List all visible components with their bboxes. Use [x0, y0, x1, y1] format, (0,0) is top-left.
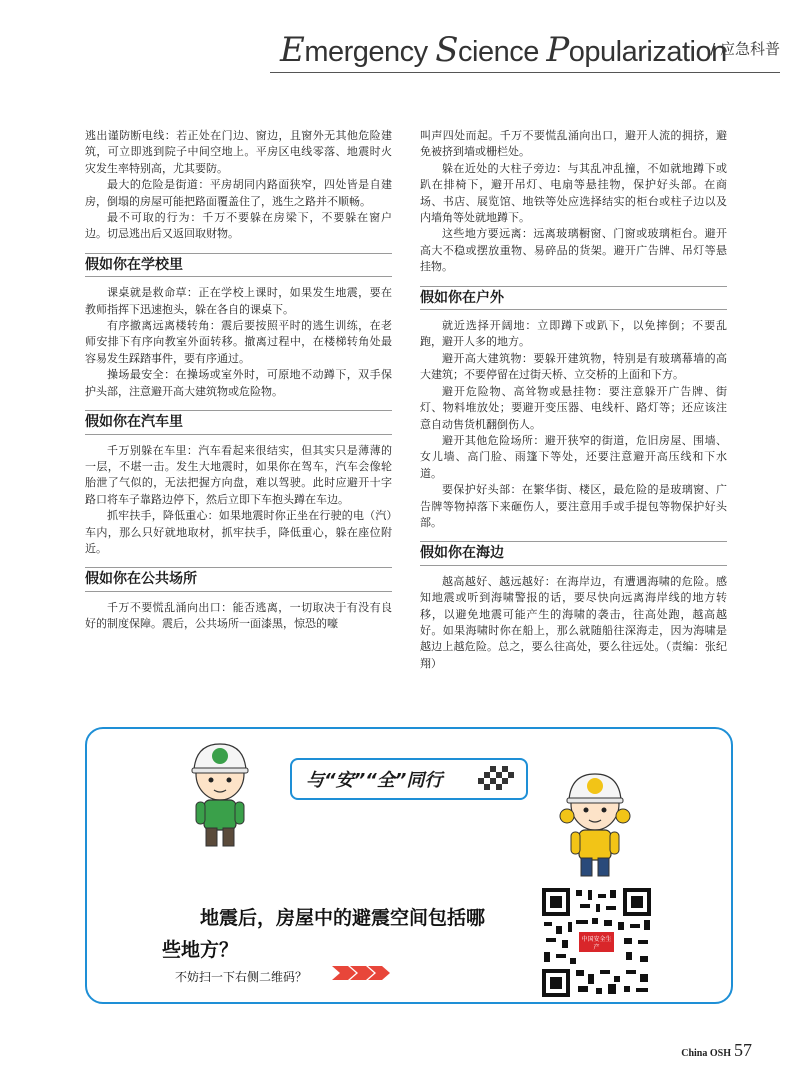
page-header — [270, 30, 780, 76]
paragraph: 躲在近处的大柱子旁边：与其乱冲乱撞，不如就地蹲下或趴在排椅下，避开吊灯、电扇等悬挂物，保护好头部。在商场、书店、展览馆、地铁等处应选择结实的柜台或柱子边以及内墙角等处就地蹲下。 — [420, 161, 727, 225]
quiz-question-line2: 些地方？ — [162, 939, 239, 961]
paragraph: 抓牢扶手，降低重心：如果地震时你正坐在行驶的电（汽）车内，那么只好就地取材，抓牢扶手，降低重心，躲在座位附近。 — [85, 509, 392, 555]
paragraph: 千万不要慌乱涌向出口：能否逃离，一切取决于有没有良好的制度保障。震后，公共场所一面漆黑，惊恐的嚎 — [85, 600, 392, 631]
qr-code[interactable] — [540, 886, 653, 999]
worker-mascot-green-helmet — [180, 740, 260, 850]
magazine-brand: China OSH — [681, 1048, 731, 1059]
banner-title: 与“安”“全”同行 — [306, 770, 443, 791]
paragraph: 避开危险物、高耸物或悬挂物：要注意躲开广告牌、街灯、物料堆放处；要避开变压器、电线杆、路灯等；还应该注意自动售货机翻倒伤人。 — [420, 384, 727, 431]
header-rule — [270, 72, 780, 73]
right-column — [420, 128, 727, 672]
worker-mascot-yellow-helmet — [555, 770, 635, 880]
paragraph: 千万别躲在车里：汽车看起来很结实，但其实只是薄薄的一层，不堪一击。发生大地震时，如果你在驾车，汽车会像轮胎泄了气似的，无法把握方向盘，难以驾驶。此时应避开十字路口将车子靠路边停下，然后立即下车抱头蹲在车边。 — [85, 443, 392, 506]
paragraph: 有序撤离远离楼转角：震后要按照平时的逃生训练，在老师安排下有序向教室外面转移。撤离过程中，在楼梯转角处最容易发生踩踏事件，要有序通过。 — [85, 319, 392, 365]
arrow-chevrons-icon — [332, 963, 394, 983]
paragraph: 避开高大建筑物：要躲开建筑物，特别是有玻璃幕墙的高大建筑；不要停留在过街天桥、立交桥的上面和下方。 — [420, 351, 727, 382]
section-heading-sea: 假如你在海边 — [420, 541, 727, 565]
left-column — [85, 128, 392, 633]
paragraph: 最大的危险是街道：平房胡同内路面狭窄，四处皆是自建房，倒塌的房屋可能把路面覆盖住了，逃生之路并不顺畅。 — [85, 178, 392, 208]
paragraph: 这些地方要远离：远离玻璃橱窗、门窗或玻璃柜台。避开高大不稳或摆放重物、易碎品的货架。避开广告牌、吊灯等悬挂物。 — [420, 227, 727, 274]
paragraph: 逃出谨防断电线：若正处在门边、窗边，且窗外无其他危险建筑，可立即逃到院子中间空地上。平房区电线零落、地震时火灾发生率特别高，尤其要防。 — [85, 129, 392, 175]
paragraph: 越高越好、越远越好：在海岸边，有遭遇海啸的危险。感知地震或听到海啸警报的话，要尽快向远离海岸线的地方转移，以避免地震可能产生的海啸的袭击，往高处跑，越高越好。如果海啸时你在船上，那么就随船往深海走，因为海啸是越边上越危险。总之，要么往高处，要么往远处。（责编：张纪翔） — [420, 574, 727, 670]
quiz-question-line1: 地震后，房屋中的避震空间包括哪 — [200, 907, 486, 929]
paragraph: 就近选择开阔地：立即蹲下或趴下，以免摔倒；不要乱跑，避开人多的地方。 — [420, 319, 727, 349]
paragraph: 操场最安全：在操场或室外时，可原地不动蹲下，双手保护头部，注意避开高大建筑物或危险物。 — [85, 368, 392, 398]
page-footer — [681, 1040, 752, 1061]
section-heading-outdoor: 假如你在户外 — [420, 286, 727, 310]
section-heading-public: 假如你在公共场所 — [85, 567, 392, 591]
magazine-section-title: Emergency Science Popularization — [280, 30, 727, 70]
section-name-cn: / 应急科普 — [710, 40, 780, 58]
section-heading-school: 假如你在学校里 — [85, 253, 392, 277]
checker-pattern-icon — [478, 766, 514, 792]
section-heading-car: 假如你在汽车里 — [85, 410, 392, 434]
scan-hint: 不妨扫一下右侧二维码？ — [175, 970, 308, 984]
banner-box — [290, 758, 528, 800]
paragraph: 课桌就是救命草：正在学校上课时，如果发生地震，要在教师指挥下迅速抱头，躲在各自的课桌下。 — [85, 286, 392, 316]
paragraph: 避开其他危险场所：避开狭窄的街道，危旧房屋、围墙、女儿墙、高门脸、雨篷下等处，还要注意避开高压线和下水道。 — [420, 433, 727, 480]
paragraph: 要保护好头部：在繁华街、楼区，最危险的是玻璃窗、广告牌等物掉落下来砸伤人，要注意用手或手提包等物保护好头部。 — [420, 483, 727, 529]
page-number: 57 — [734, 1040, 752, 1060]
paragraph: 最不可取的行为：千万不要躲在房梁下，不要躲在窗户边。切忌逃出后又返回取财物。 — [85, 211, 392, 241]
paragraph: 叫声四处而起。千万不要慌乱涌向出口，避开人流的拥挤，避免被挤到墙或栅栏处。 — [420, 129, 727, 159]
qr-logo-label: 中国安全生产 — [581, 936, 612, 951]
